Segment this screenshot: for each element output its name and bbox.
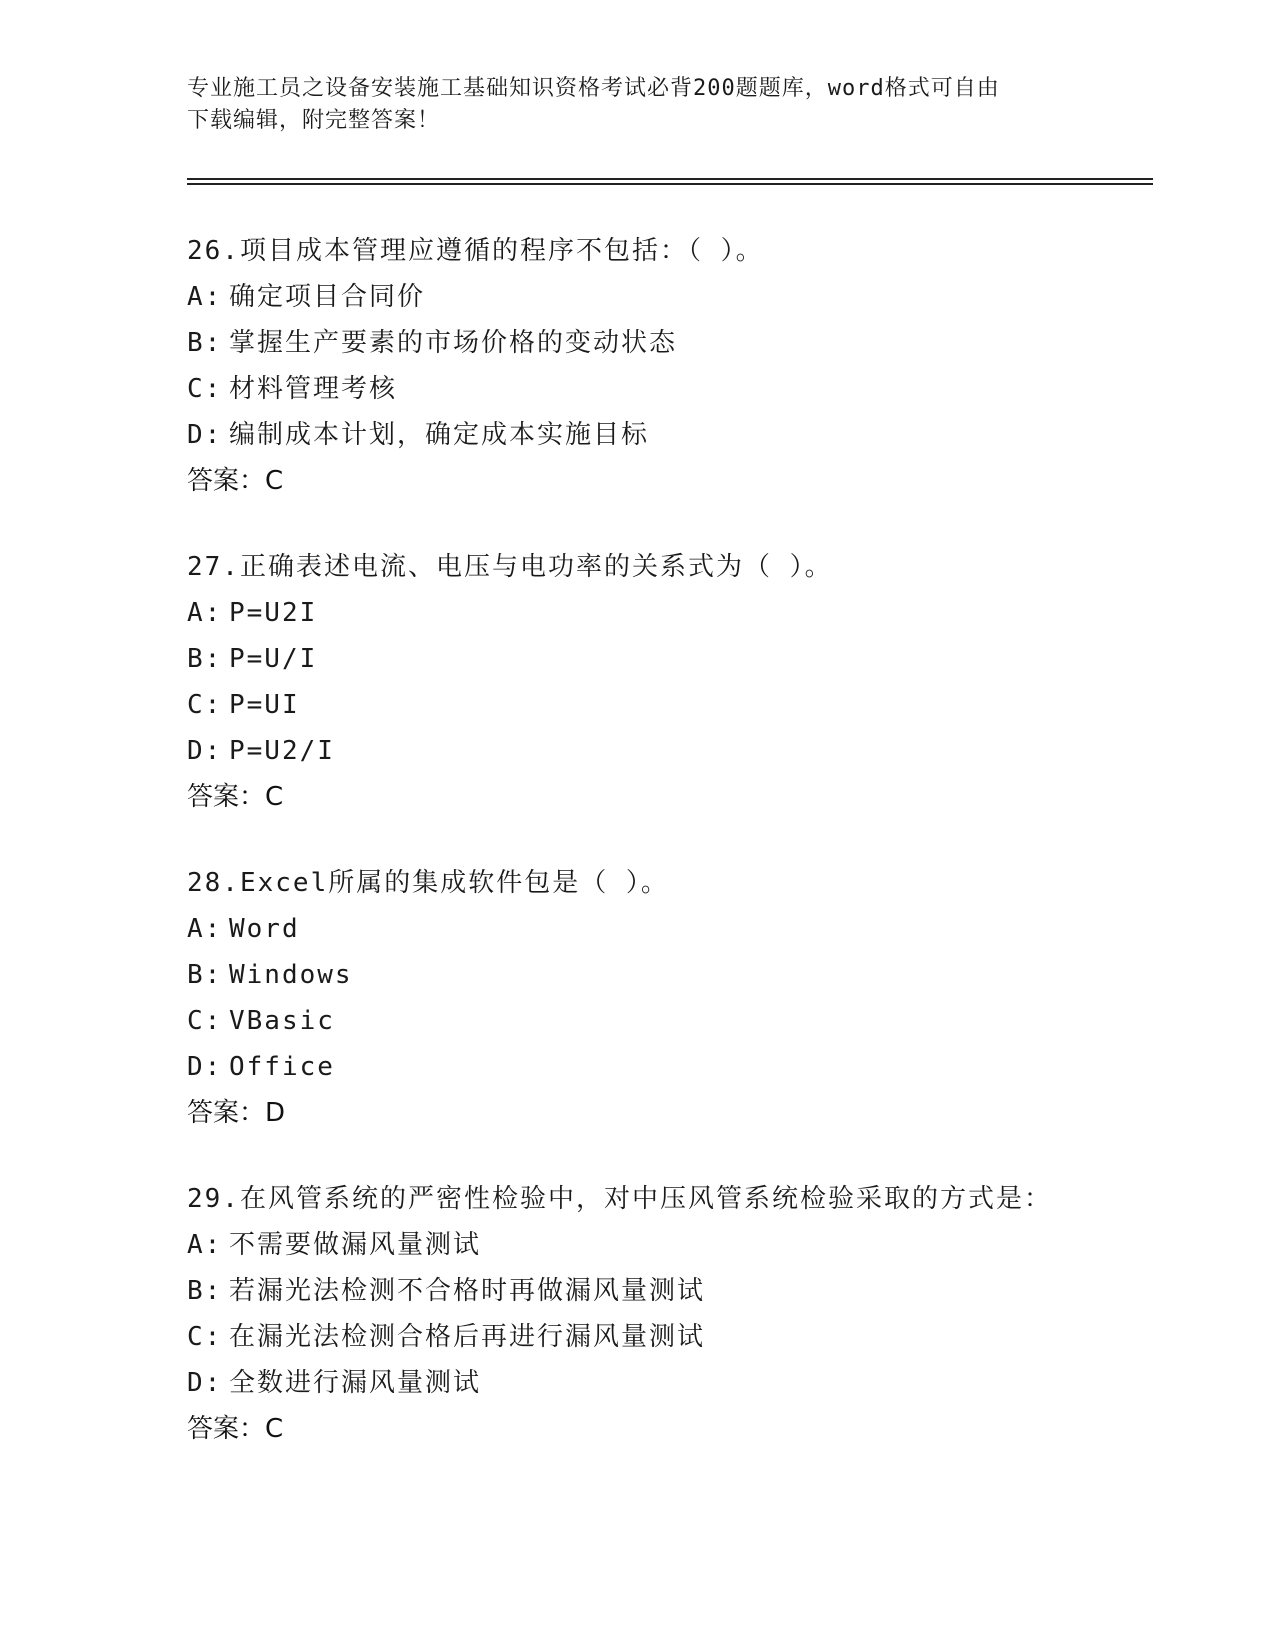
question-29 (187, 1176, 1137, 1452)
option-text: 材料管理考核 (229, 374, 398, 404)
option-a (187, 590, 1137, 636)
option-text: 在漏光法检测合格后再进行漏风量测试 (229, 1322, 706, 1352)
option-b (187, 952, 1137, 998)
option-text: 确定项目合同价 (229, 282, 426, 312)
option-b (187, 1268, 1137, 1314)
option-text: 掌握生产要素的市场价格的变动状态 (229, 328, 678, 358)
option-a (187, 906, 1137, 952)
option-c (187, 366, 1137, 412)
option-letter: D: (187, 1368, 223, 1398)
option-letter: A: (187, 598, 223, 628)
option-c (187, 1314, 1137, 1360)
document-header (187, 73, 1087, 137)
option-b (187, 636, 1137, 682)
answer-label: 答案：C (187, 1414, 284, 1444)
header-divider-bottom (187, 183, 1153, 185)
option-d (187, 728, 1137, 774)
header-divider-top (187, 178, 1153, 180)
question-27 (187, 544, 1137, 820)
option-letter: B: (187, 960, 223, 990)
option-letter: A: (187, 1230, 223, 1260)
option-letter: B: (187, 328, 223, 358)
question-stem: 29.在风管系统的严密性检验中，对中压风管系统检验采取的方式是： (187, 1184, 1052, 1214)
option-letter: B: (187, 644, 223, 674)
option-text: P=U/I (229, 644, 318, 674)
option-text: Office (229, 1052, 335, 1082)
option-letter: D: (187, 736, 223, 766)
option-text: 编制成本计划，确定成本实施目标 (229, 420, 650, 450)
option-letter: A: (187, 282, 223, 312)
option-d (187, 1360, 1137, 1406)
option-letter: C: (187, 690, 223, 720)
option-text: P=U2I (229, 598, 318, 628)
option-d (187, 1044, 1137, 1090)
option-letter: C: (187, 1322, 223, 1352)
option-a (187, 1222, 1137, 1268)
option-text: Word (229, 914, 300, 944)
header-line-2: 下载编辑，附完整答案！ (187, 108, 441, 133)
answer-label: 答案：D (187, 1098, 286, 1128)
option-text: 全数进行漏风量测试 (229, 1368, 482, 1398)
option-letter: D: (187, 420, 223, 450)
option-d (187, 412, 1137, 458)
option-letter: D: (187, 1052, 223, 1082)
option-a (187, 274, 1137, 320)
option-b (187, 320, 1137, 366)
option-text: 不需要做漏风量测试 (229, 1230, 482, 1260)
option-c (187, 998, 1137, 1044)
answer-label: 答案：C (187, 782, 284, 812)
question-28 (187, 860, 1137, 1136)
option-letter: A: (187, 914, 223, 944)
option-text: Windows (229, 960, 353, 990)
question-stem: 26.项目成本管理应遵循的程序不包括：（ ）。 (187, 236, 764, 266)
option-text: 若漏光法检测不合格时再做漏风量测试 (229, 1276, 706, 1306)
question-stem: 27.正确表述电流、电压与电功率的关系式为（ ）。 (187, 552, 833, 582)
question-stem: 28.Excel所属的集成软件包是（ ）。 (187, 868, 669, 898)
question-26 (187, 228, 1137, 504)
option-text: VBasic (229, 1006, 335, 1036)
option-letter: C: (187, 374, 223, 404)
option-c (187, 682, 1137, 728)
option-text: P=U2/I (229, 736, 335, 766)
option-text: P=UI (229, 690, 300, 720)
option-letter: C: (187, 1006, 223, 1036)
option-letter: B: (187, 1276, 223, 1306)
answer-label: 答案：C (187, 466, 284, 496)
header-line-1: 专业施工员之设备安装施工基础知识资格考试必背200题题库，word格式可自由 (187, 76, 1000, 101)
